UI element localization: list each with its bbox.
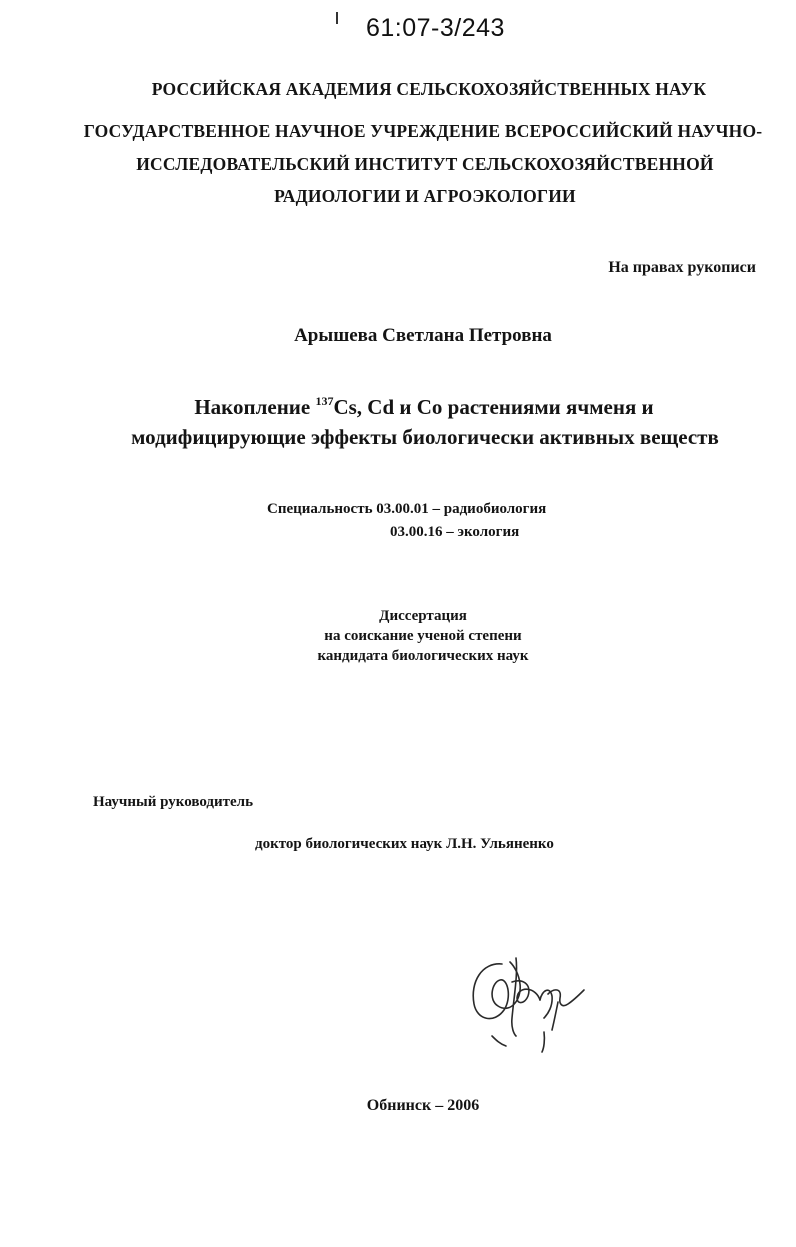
isotope-mass-number: 137 bbox=[315, 394, 334, 408]
institute-name-line-3: РАДИОЛОГИИ И АГРОЭКОЛОГИИ bbox=[274, 186, 576, 206]
thesis-title-prefix: Накопление bbox=[194, 395, 316, 419]
dissertation-type: Диссертация bbox=[379, 608, 467, 624]
academy-name: РОССИЙСКАЯ АКАДЕМИЯ СЕЛЬСКОХОЗЯЙСТВЕННЫХ НАУК bbox=[151, 79, 707, 99]
institute-name-line-2: ИССЛЕДОВАТЕЛЬСКИЙ ИНСТИТУТ СЕЛЬСКОХОЗЯЙСТВЕННОЙ bbox=[136, 154, 714, 174]
thesis-title-line-1 bbox=[0, 394, 796, 420]
handwritten-signature bbox=[462, 944, 592, 1054]
supervisor-name: доктор биологических наук Л.Н. Ульяненко bbox=[255, 836, 554, 852]
specialty-line-2: 03.00.16 – экология bbox=[390, 524, 520, 540]
margin-tick-mark bbox=[336, 12, 338, 24]
thesis-title-line-2: модифицирующие эффекты биологически активных веществ bbox=[131, 425, 719, 449]
manuscript-rights-note: На правах рукописи bbox=[608, 259, 756, 276]
author-name: Арышева Светлана Петровна bbox=[294, 325, 552, 346]
supervisor-label: Научный руководитель bbox=[93, 794, 253, 810]
specialty-line-1: Специальность 03.00.01 – радиобиология bbox=[267, 501, 547, 517]
city-and-year: Обнинск – 2006 bbox=[366, 1097, 480, 1114]
archive-code: 61:07-3/243 bbox=[366, 14, 505, 42]
institute-name-line-1: ГОСУДАРСТВЕННОЕ НАУЧНОЕ УЧРЕЖДЕНИЕ ВСЕРОССИЙСКИЙ НАУЧНО- bbox=[83, 121, 763, 141]
dissertation-degree: кандидата биологических наук bbox=[317, 648, 529, 664]
thesis-title-suffix: Cs, Cd и Co растениями ячменя и bbox=[333, 395, 654, 419]
dissertation-purpose: на соискание ученой степени bbox=[324, 628, 522, 644]
